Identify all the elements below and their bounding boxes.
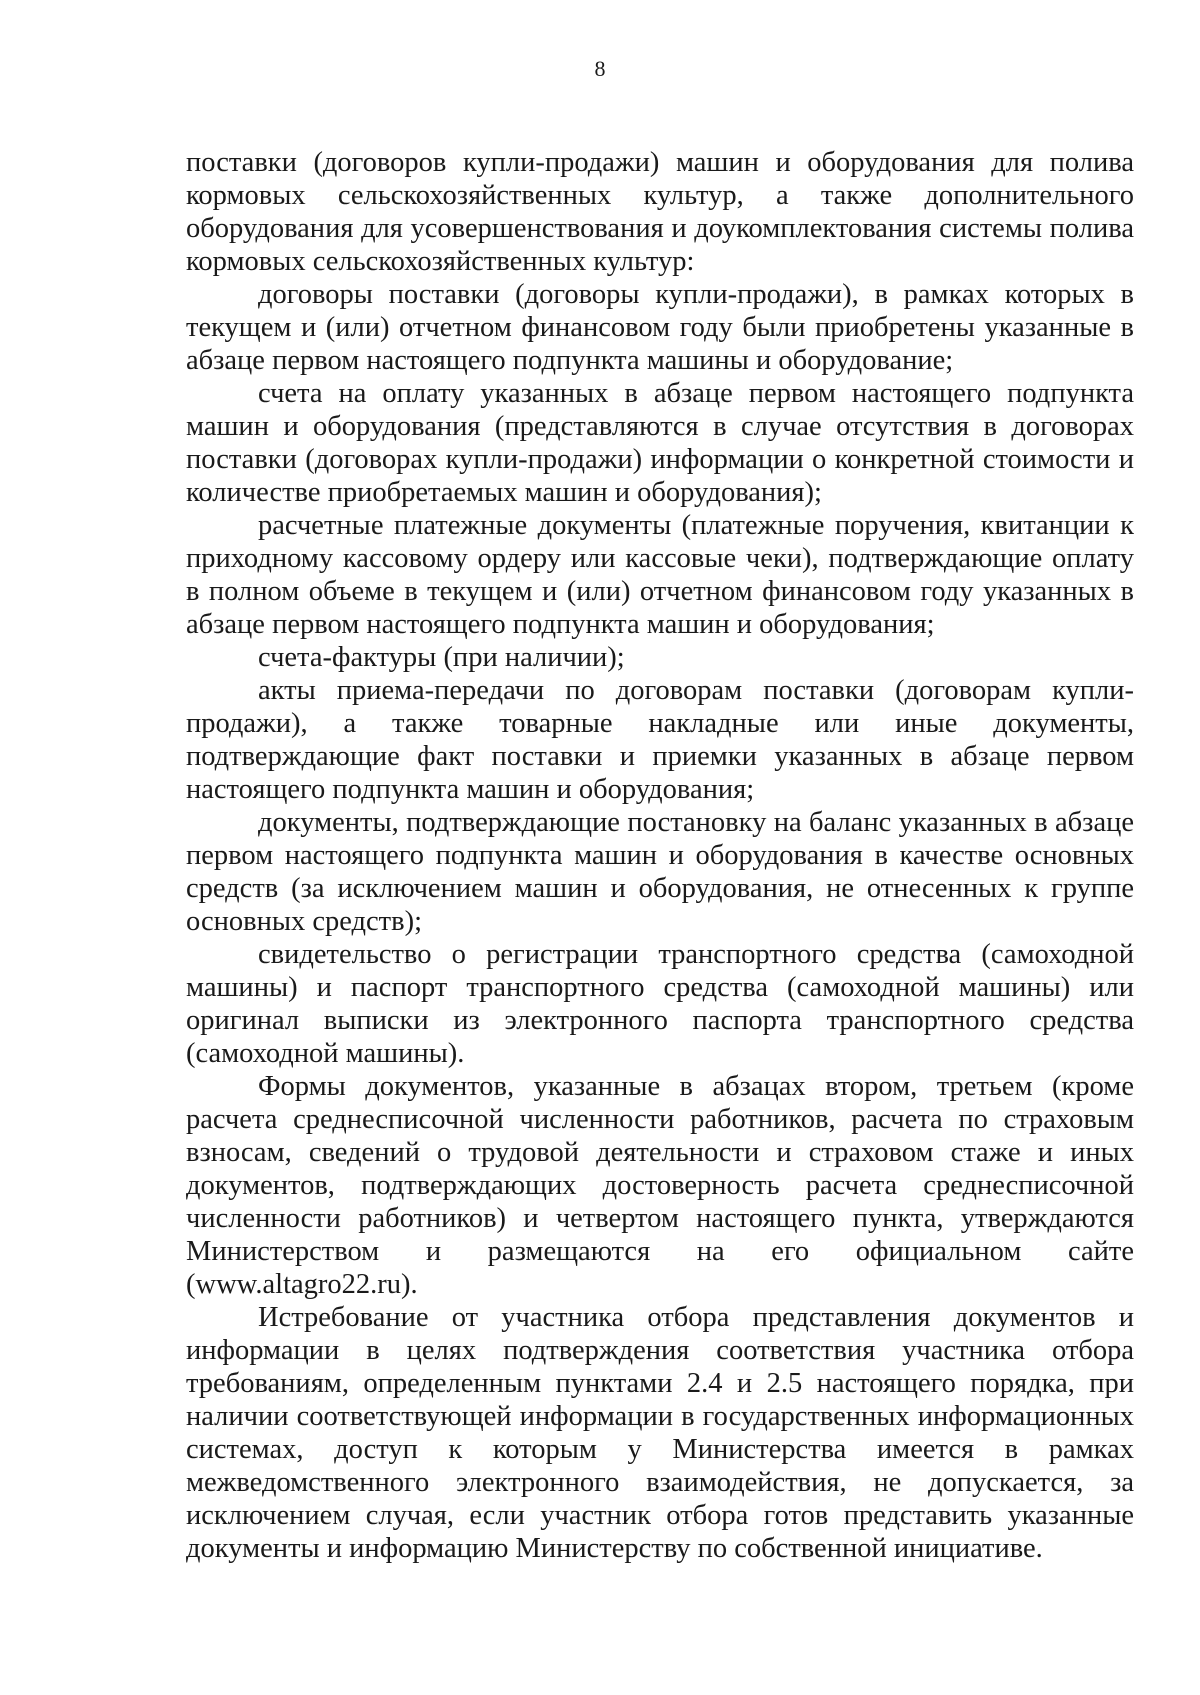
paragraph-acceptance-acts: акты приема-передачи по договорам поставки (договорам купли-продажи), а также товарные накладные или иные документы, подтверждающие факт поставки и приемки указанных в абзаце первом настоящего подпункта машин и оборудования; <box>186 675 1134 805</box>
paragraph-document-forms: Формы документов, указанные в абзацах втором, третьем (кроме расчета среднесписочной численности работников, расчета по страховым взносам, сведений о трудовой деятельности и страховом стаже и иных документов, подтверждающих достоверность расчета среднесписочной численности работников) и четвертом настоящего пункта, утверждаются Министерством и размещаются на его официальном сайте (www.altagro22.ru). <box>186 1071 1134 1300</box>
document-body <box>186 146 1134 1565</box>
paragraph-invoices-for-payment: счета на оплату указанных в абзаце первом настоящего подпункта машин и оборудования (представляются в случае отсутствия в договорах поставки (договорах купли-продажи) информации о конкретной стоимости и количестве приобретаемых машин и оборудования); <box>186 378 1134 508</box>
paragraph-payment-documents: расчетные платежные документы (платежные поручения, квитанции к приходному кассовому ордеру или кассовые чеки), подтверждающие оплату в полном объеме в текущем и (или) отчетном финансовом году указанных в абзаце первом настоящего подпункта машин и оборудования; <box>186 510 1134 640</box>
paragraph-tax-invoices: счета-фактуры (при наличии); <box>258 642 625 673</box>
paragraph-supply-equipment: поставки (договоров купли-продажи) машин и оборудования для полива кормовых сельскохозяйственных культур, а также дополнительного оборудования для усовершенствования и доукомплектования системы полива кормовых сельскохозяйственных культур: <box>186 147 1134 277</box>
paragraph-requesting-documents: Истребование от участника отбора представления документов и информации в целях подтверждения соответствия участника отбора требованиям, определенным пунктами 2.4 и 2.5 настоящего порядка, при наличии соответствующей информации в государственных информационных системах, доступ к которым у Министерства имеется в рамках межведомственного электронного взаимодействия, не допускается, за исключением случая, если участник отбора готов представить указанные документы и информацию Министерству по собственной инициативе. <box>186 1302 1134 1564</box>
paragraph-balance-documents: документы, подтверждающие постановку на баланс указанных в абзаце первом настоящего подпункта машин и оборудования в качестве основных средств (за исключением машин и оборудования, не отнесенных к группе основных средств); <box>186 807 1134 937</box>
page-number: 8 <box>594 56 606 81</box>
paragraph-registration-certificate: свидетельство о регистрации транспортного средства (самоходной машины) и паспорт транспортного средства (самоходной машины) или оригинал выписки из электронного паспорта транспортного средства (самоходной машины). <box>186 939 1134 1069</box>
paragraph-supply-contracts: договоры поставки (договоры купли-продажи), в рамках которых в текущем и (или) отчетном финансовом году были приобретены указанные в абзаце первом настоящего подпункта машины и оборудование; <box>186 279 1134 376</box>
